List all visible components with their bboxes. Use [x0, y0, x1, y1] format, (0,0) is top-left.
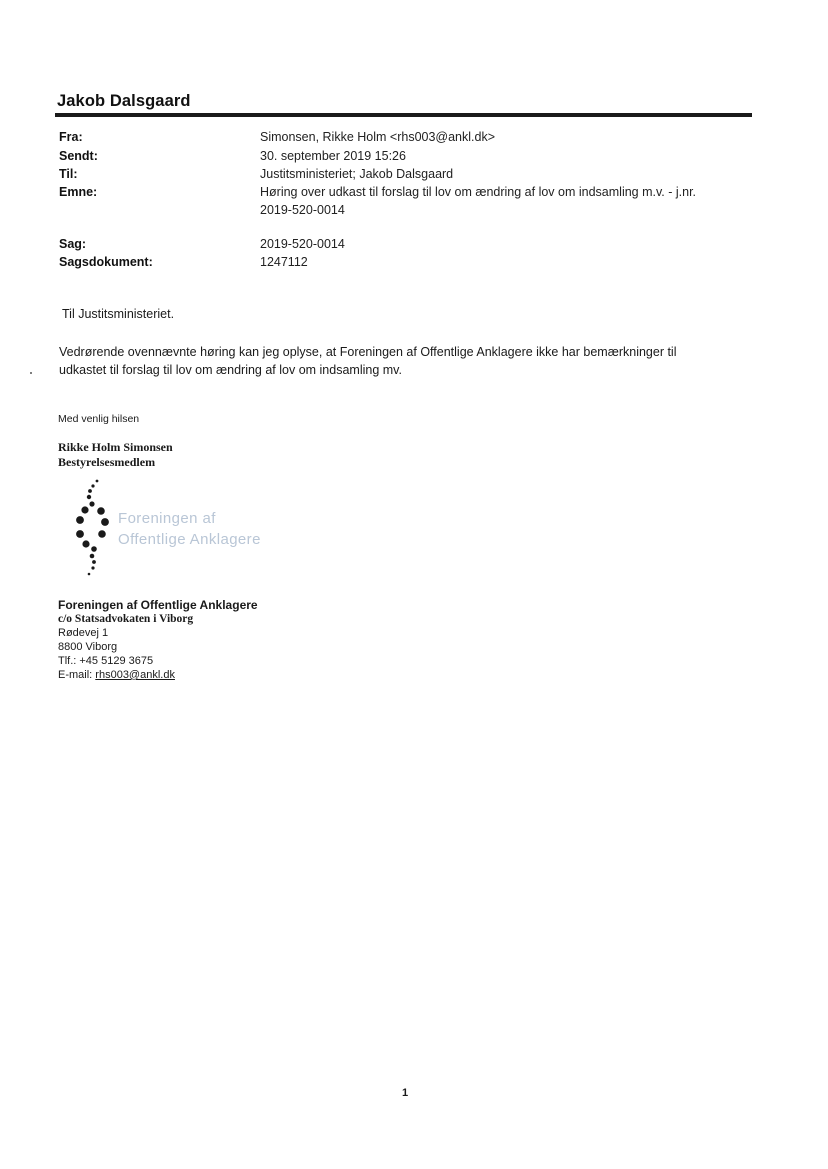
sender-name: Jakob Dalsgaard: [57, 92, 191, 110]
org-name: Foreningen af Offentlige Anklagere: [58, 598, 258, 612]
logo-text-line2: Offentlige Anklagere: [118, 531, 261, 548]
field-from-value: Simonsen, Rikke Holm <rhs003@ankl.dk>: [260, 130, 496, 144]
body-paragraph-line2: udkastet til forslag til lov om ændring af lov om indsamling mv.: [59, 363, 402, 377]
org-email-row: [58, 669, 175, 681]
field-sent: [0, 149, 828, 166]
signer-name: Rikke Holm Simonsen: [58, 440, 173, 454]
field-case: [0, 237, 828, 254]
logo-text-line1: Foreningen af: [118, 510, 216, 527]
closing: Med venlig hilsen: [58, 413, 140, 425]
body-paragraph-line1: Vedrørende ovennævnte høring kan jeg oplyse, at Foreningen af Offentlige Anklagere ikke har bemærkninger til: [59, 345, 677, 359]
org-co: c/o Statsadvokaten i Viborg: [58, 613, 194, 625]
org-email-link[interactable]: rhs003@ankl.dk: [95, 669, 175, 681]
org-phone: Tlf.: +45 5129 3675: [58, 655, 154, 667]
field-casedoc: [0, 255, 828, 272]
org-email-label: E-mail:: [58, 669, 93, 681]
field-casedoc-label: Sagsdokument:: [59, 255, 153, 269]
field-casedoc-value: 1247112: [260, 255, 308, 269]
field-sent-label: Sendt:: [59, 149, 98, 163]
signer-title: Bestyrelsesmedlem: [58, 455, 156, 469]
field-subject-value: Høring over udkast til forslag til lov om ændring af lov om indsamling m.v. - j.nr.: [260, 185, 697, 199]
field-from: [0, 130, 828, 147]
page-number: 1: [402, 1087, 409, 1099]
organization-logo: [72, 478, 262, 580]
field-sent-value: 30. september 2019 15:26: [260, 149, 406, 163]
field-to-value: Justitsministeriet; Jakob Dalsgaard: [260, 167, 454, 181]
margin-mark: [30, 372, 32, 374]
field-from-label: Fra:: [59, 130, 83, 144]
field-subject: [0, 185, 828, 202]
header-divider: [55, 113, 752, 117]
field-to-label: Til:: [59, 167, 78, 181]
greeting: Til Justitsministeriet.: [62, 307, 175, 321]
field-to: [0, 167, 828, 184]
org-city: 8800 Viborg: [58, 641, 118, 653]
field-subject-value-line2: 2019-520-0014: [260, 203, 345, 217]
field-subject-cont: [0, 203, 828, 220]
field-case-value: 2019-520-0014: [260, 237, 345, 251]
field-case-label: Sag:: [59, 237, 87, 251]
field-subject-label: Emne:: [59, 185, 98, 199]
org-street: Rødevej 1: [58, 627, 109, 639]
